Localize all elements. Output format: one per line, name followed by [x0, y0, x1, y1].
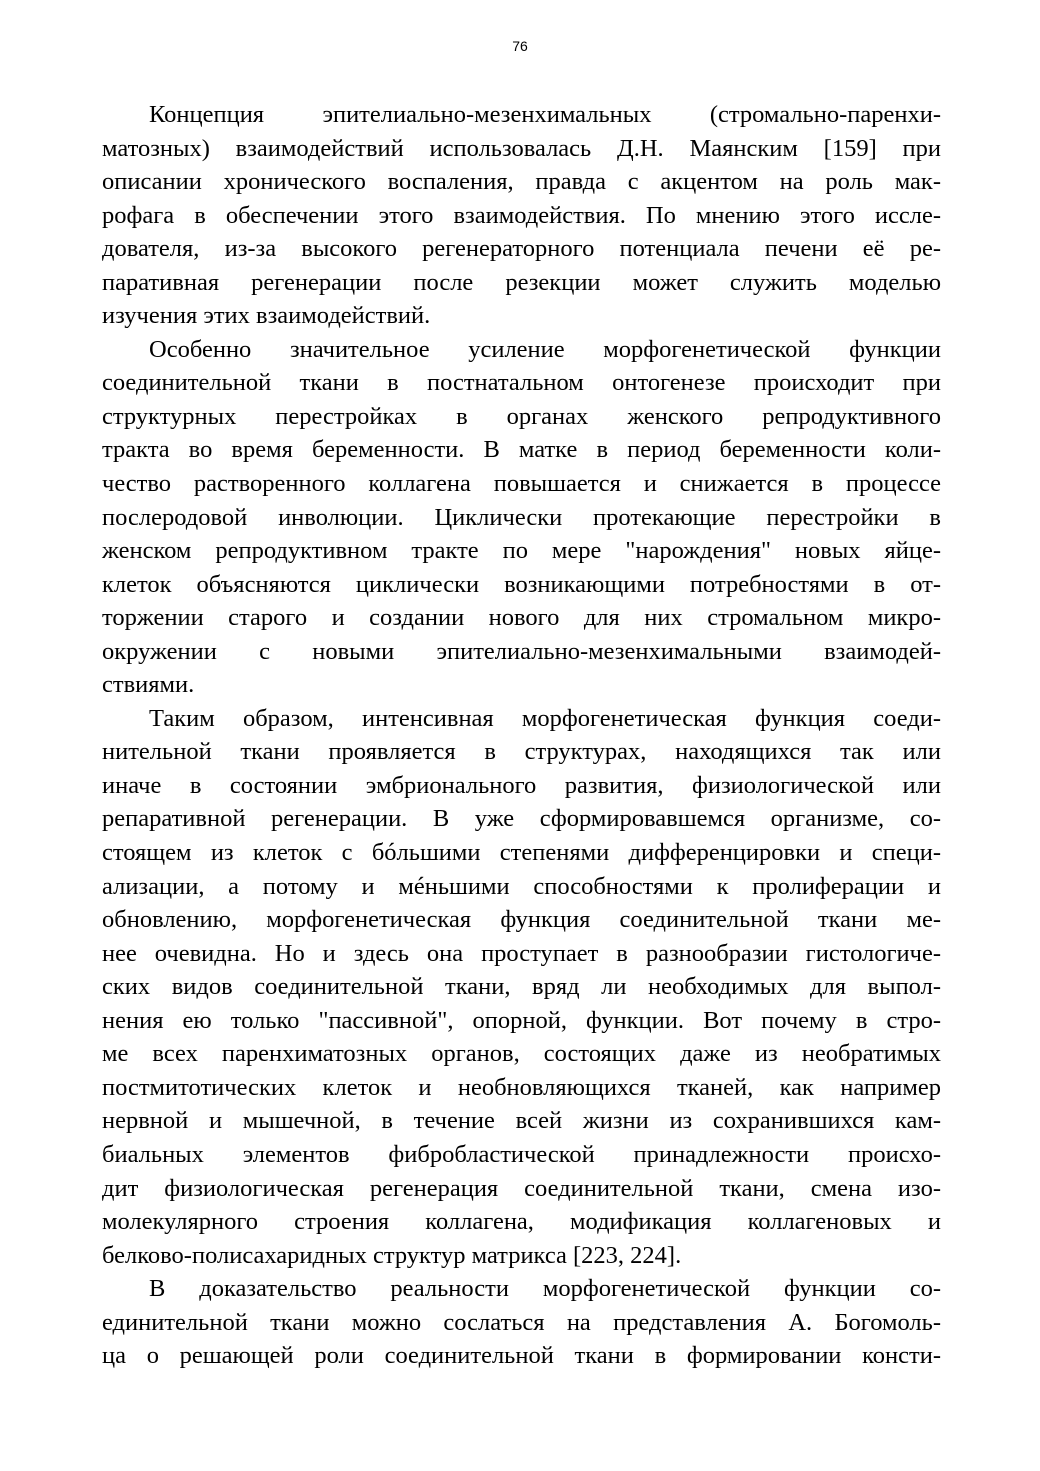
text-line: описании хронического воспаления, правда с акцентом на роль мак-: [102, 168, 941, 196]
text-line: рофага в обеспечении этого взаимодействия. По мнению этого иссле-: [102, 201, 941, 229]
paragraph: [102, 1272, 941, 1373]
text-line: женском репродуктивном тракте по мере "нарождения" новых яйце-: [102, 537, 941, 565]
text-line: соединительной ткани в постнатальном онтогенезе происходит при: [102, 369, 941, 397]
text-line: иначе в состоянии эмбрионального развития, физиологической или: [102, 771, 941, 799]
text-line: ствиями.: [102, 671, 195, 699]
text-line: торжении старого и создании нового для них стромальном микро-: [102, 604, 941, 632]
text-line: окружении с новыми эпителиально-мезенхимальными взаимодей-: [102, 637, 941, 665]
text-line: стоящем из клеток с бóльшими степенями дифференцировки и специ-: [102, 839, 941, 867]
text-line: паративная регенерации после резекции может служить моделью: [102, 268, 941, 296]
text-line: биальных элементов фибробластической принадлежности происхо-: [102, 1140, 941, 1168]
text-line: нее очевидна. Но и здесь она проступает в разнообразии гистологиче-: [102, 939, 941, 967]
text-line: структурных перестройках в органах женского репродуктивного: [102, 402, 941, 430]
text-line: дователя, из-за высокого регенераторного потенциала печени её ре-: [102, 235, 941, 263]
text-line: молекулярного строения коллагена, модификация коллагеновых и: [102, 1208, 941, 1236]
text-line: нительной ткани проявляется в структурах, находящихся так или: [102, 738, 941, 766]
text-line: Таким образом, интенсивная морфогенетическая функция соеди-: [149, 704, 941, 732]
text-line: В доказательство реальности морфогенетической функции со-: [149, 1275, 941, 1303]
text-line: белково-полисахаридных структур матрикса [223, 224].: [102, 1241, 682, 1269]
text-line: ализации, а потому и мéньшими способностями к пролиферации и: [102, 872, 941, 900]
text-line: ме всех паренхиматозных органов, состоящих даже из необратимых: [102, 1040, 941, 1068]
text-line: изучения этих взаимодействий.: [102, 302, 431, 330]
text-line: нения ею только "пассивной", опорной, функции. Вот почему в стро-: [102, 1006, 941, 1034]
text-line: нервной и мышечной, в течение всей жизни из сохранившихся кам-: [102, 1107, 941, 1135]
text-line: ских видов соединительной ткани, вряд ли необходимых для выпол-: [102, 973, 941, 1001]
text-line: чество растворенного коллагена повышается и снижается в процессе: [102, 470, 941, 498]
paragraph: [102, 702, 941, 1272]
text-line: дит физиологическая регенерация соединительной ткани, смена изо-: [102, 1174, 941, 1202]
text-line: Концепция эпителиально-мезенхимальных (стромально-паренхи-: [149, 101, 941, 128]
document-body: [102, 98, 941, 1373]
text-line: тракта во время беременности. В матке в период беременности коли-: [102, 436, 941, 464]
paragraph: [102, 98, 941, 333]
text-line: ца о решающей роли соединительной ткани в формировании консти-: [102, 1342, 941, 1370]
paragraph: [102, 333, 941, 702]
text-line: клеток объясняются циклически возникающими потребностями в от-: [102, 570, 941, 598]
text-line: постмитотических клеток и необновляющихся тканей, как например: [102, 1073, 941, 1101]
text-line: Особенно значительное усиление морфогенетической функции: [149, 335, 941, 363]
text-line: единительной ткани можно сослаться на представления А. Богомоль-: [102, 1308, 941, 1336]
page-number: 76: [512, 38, 528, 54]
text-line: матозных) взаимодействий использовалась Д.Н. Маянским [159] при: [102, 134, 941, 162]
text-line: репаративной регенерации. В уже сформировавшемся организме, со-: [102, 805, 941, 833]
text-line: обновлению, морфогенетическая функция соединительной ткани ме-: [102, 906, 941, 934]
text-line: послеродовой инволюции. Циклически протекающие перестройки в: [102, 503, 941, 531]
